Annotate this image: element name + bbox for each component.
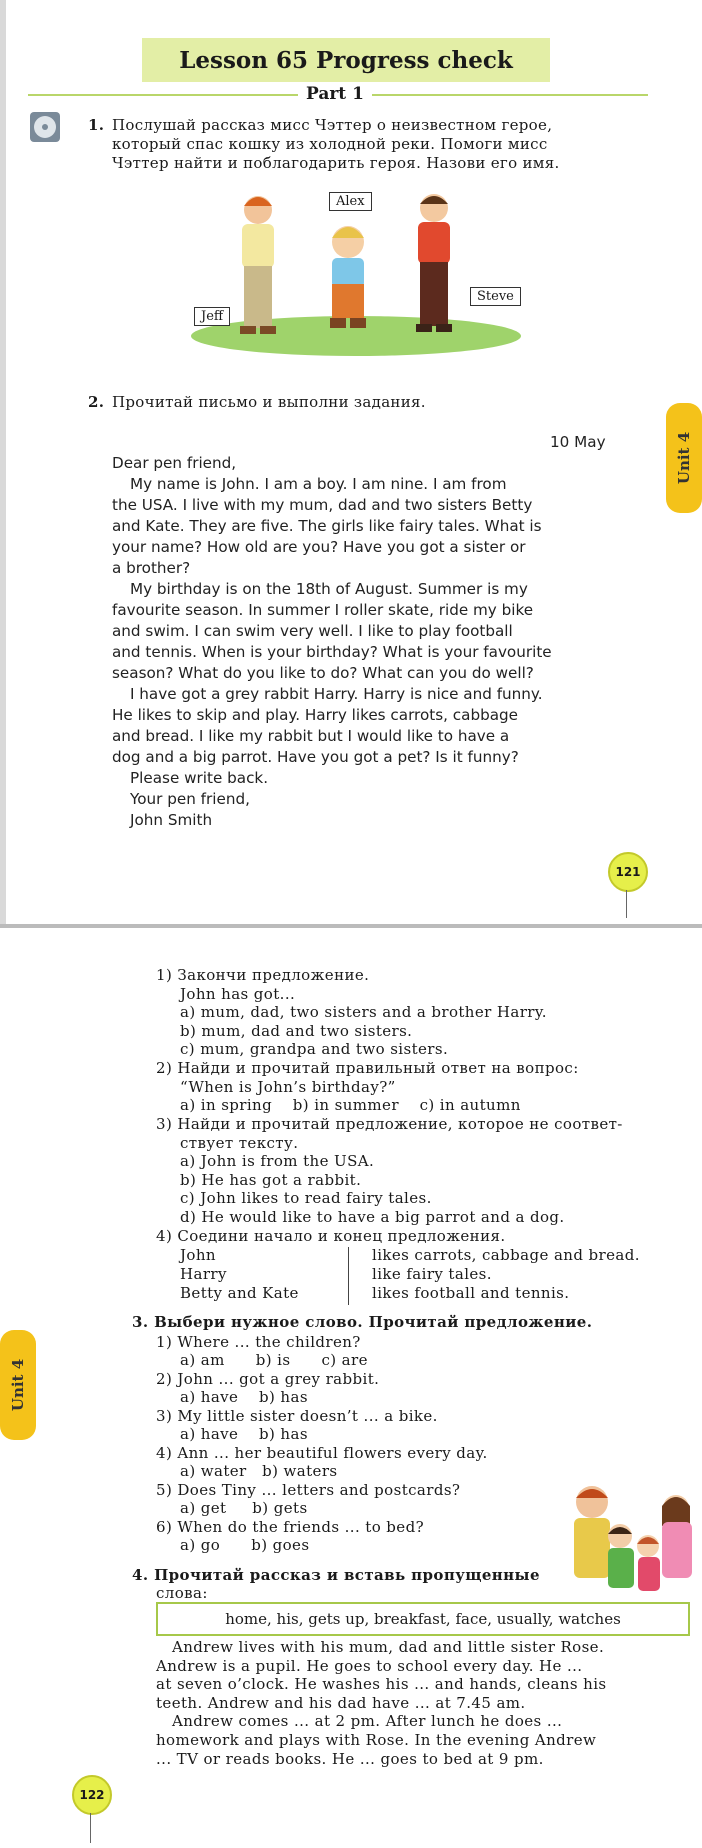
word-bank: home, his, gets up, breakfast, face, usually, watches xyxy=(156,1602,690,1636)
q1-option-a: a) mum, dad, two sisters and a brother Harry. xyxy=(180,1003,547,1021)
story-line: ... TV or reads books. He ... goes to bed at 9 pm. xyxy=(156,1749,544,1768)
audio-cd-icon xyxy=(30,112,60,142)
q3-option-a: a) John is from the USA. xyxy=(180,1152,375,1170)
story-line: at seven o’clock. He washes his ... and hands, cleans his xyxy=(156,1675,607,1694)
q1-stem: John has got... xyxy=(180,985,296,1003)
three-boys-illustration xyxy=(186,186,526,356)
letter-line: dog and a big parrot. Have you got a pet? Is it funny? xyxy=(112,748,519,766)
q1-option-c: c) mum, grandpa and two sisters. xyxy=(180,1040,449,1058)
balloon-string xyxy=(626,890,627,918)
task-1-number: 1. xyxy=(88,116,105,134)
unit-tab-2: Unit 4 xyxy=(0,1330,36,1440)
q3-option-c: c) John likes to read fairy tales. xyxy=(180,1189,432,1207)
letter-line: My birthday is on the 18th of August. Summer is my xyxy=(130,580,528,598)
task-2-text: Прочитай письмо и выполни задания. xyxy=(112,393,426,411)
q3-option-d: d) He would like to have a big parrot and a dog. xyxy=(180,1208,565,1226)
part-label: Part 1 xyxy=(298,84,372,104)
q3-title-line-1: 3) Найди и прочитай предложение, которое не соответ- xyxy=(156,1115,623,1133)
letter-greeting: Dear pen friend, xyxy=(112,454,237,472)
letter-line: favourite season. In summer I roller skate, ride my bike xyxy=(112,601,534,619)
task-4-story xyxy=(156,1638,686,1768)
letter-line: a brother? xyxy=(112,559,191,577)
task-3-q2: 2) John ... got a grey rabbit. xyxy=(156,1370,380,1388)
q4-right-1: likes carrots, cabbage and bread. xyxy=(372,1246,640,1264)
label-steve: Steve xyxy=(470,287,521,306)
q2-title: 2) Найди и прочитай правильный ответ на вопрос: xyxy=(156,1059,579,1077)
q3-title-line-2: ствует тексту. xyxy=(180,1134,299,1152)
balloon-string-2 xyxy=(90,1813,91,1843)
label-alex: Alex xyxy=(329,192,372,211)
task-4-title-line-2: слова: xyxy=(156,1584,208,1602)
letter-line: and Kate. They are five. The girls like fairy tales. What is xyxy=(112,517,542,535)
story-line: homework and plays with Rose. In the evening Andrew xyxy=(156,1730,597,1749)
letter-line: your name? How old are you? Have you got a sister or xyxy=(112,538,526,556)
letter-body xyxy=(112,474,622,831)
task-1-line-2: который спас кошку из холодной реки. Помоги мисс xyxy=(112,135,548,153)
story-line: Andrew is a pupil. He goes to school every day. He ... xyxy=(156,1656,583,1675)
letter-line: My name is John. I am a boy. I am nine. I am from xyxy=(130,475,507,493)
task-3-q3-options: a) have b) has xyxy=(180,1425,308,1443)
task-2-number: 2. xyxy=(88,393,105,411)
task-3-q5-options: a) get b) gets xyxy=(180,1499,308,1517)
letter-date: 10 May xyxy=(550,433,606,451)
q4-right-2: like fairy tales. xyxy=(372,1265,492,1283)
q4-right-3: likes football and tennis. xyxy=(372,1284,570,1302)
page-number-balloon: 121 xyxy=(608,852,648,892)
q4-left-2: Harry xyxy=(180,1265,227,1283)
letter-line: and tennis. When is your birthday? What is your favourite xyxy=(112,643,552,661)
q1-title: 1) Закончи предложение. xyxy=(156,966,370,984)
page-edge xyxy=(0,0,6,924)
q4-left-1: John xyxy=(180,1246,216,1264)
letter-line: Your pen friend, xyxy=(130,790,250,808)
task-3-q6: 6) When do the friends ... to bed? xyxy=(156,1518,425,1536)
task-3-q3: 3) My little sister doesn’t ... a bike. xyxy=(156,1407,438,1425)
task-3-q4-options: a) water b) waters xyxy=(180,1462,338,1480)
q4-title: 4) Соедини начало и конец предложения. xyxy=(156,1227,506,1245)
letter-line: season? What do you like to do? What can you do well? xyxy=(112,664,534,682)
task-3-q4: 4) Ann ... her beautiful flowers every day. xyxy=(156,1444,488,1462)
q4-left-3: Betty and Kate xyxy=(180,1284,299,1302)
task-3-q6-options: a) go b) goes xyxy=(180,1536,310,1554)
letter-line: John Smith xyxy=(130,811,213,829)
letter-line: He likes to skip and play. Harry likes carrots, cabbage xyxy=(112,706,519,724)
task-3-q5: 5) Does Tiny ... letters and postcards? xyxy=(156,1481,461,1499)
task-3-q2-options: a) have b) has xyxy=(180,1388,308,1406)
task-4-title-line-1: 4. Прочитай рассказ и вставь пропущенные xyxy=(132,1566,540,1584)
task-3-q1: 1) Where ... the children? xyxy=(156,1333,361,1351)
label-jeff: Jeff xyxy=(194,307,230,326)
lesson-title: Lesson 65 Progress check xyxy=(142,38,550,82)
task-3-title: 3. Выбери нужное слово. Прочитай предложение. xyxy=(132,1313,593,1331)
letter-line: and swim. I can swim very well. I like to play football xyxy=(112,622,513,640)
task-3-q1-options: a) am b) is c) are xyxy=(180,1351,368,1369)
story-line: teeth. Andrew and his dad have ... at 7.45 am. xyxy=(156,1693,526,1712)
q2-question: “When is John’s birthday?” xyxy=(180,1078,396,1096)
family-illustration xyxy=(556,1480,696,1610)
story-line: Andrew comes ... at 2 pm. After lunch he does ... xyxy=(172,1712,563,1731)
letter-line: the USA. I live with my mum, dad and two sisters Betty xyxy=(112,496,533,514)
q3-option-b: b) He has got a rabbit. xyxy=(180,1171,362,1189)
q2-options: a) in spring b) in summer c) in autumn xyxy=(180,1096,521,1114)
letter-line: and bread. I like my rabbit but I would like to have a xyxy=(112,727,510,745)
task-1-line-3: Чэттер найти и поблагодарить героя. Назови его имя. xyxy=(112,154,560,172)
page-number-balloon-2: 122 xyxy=(72,1775,112,1815)
q4-divider xyxy=(348,1247,349,1305)
letter-line: I have got a grey rabbit Harry. Harry is nice and funny. xyxy=(130,685,543,703)
letter-line: Please write back. xyxy=(130,769,269,787)
unit-tab: Unit 4 xyxy=(666,403,702,513)
task-1-line-1: Послушай рассказ мисс Чэттер о неизвестном герое, xyxy=(112,116,553,134)
q1-option-b: b) mum, dad and two sisters. xyxy=(180,1022,413,1040)
story-line: Andrew lives with his mum, dad and little sister Rose. xyxy=(172,1638,605,1656)
